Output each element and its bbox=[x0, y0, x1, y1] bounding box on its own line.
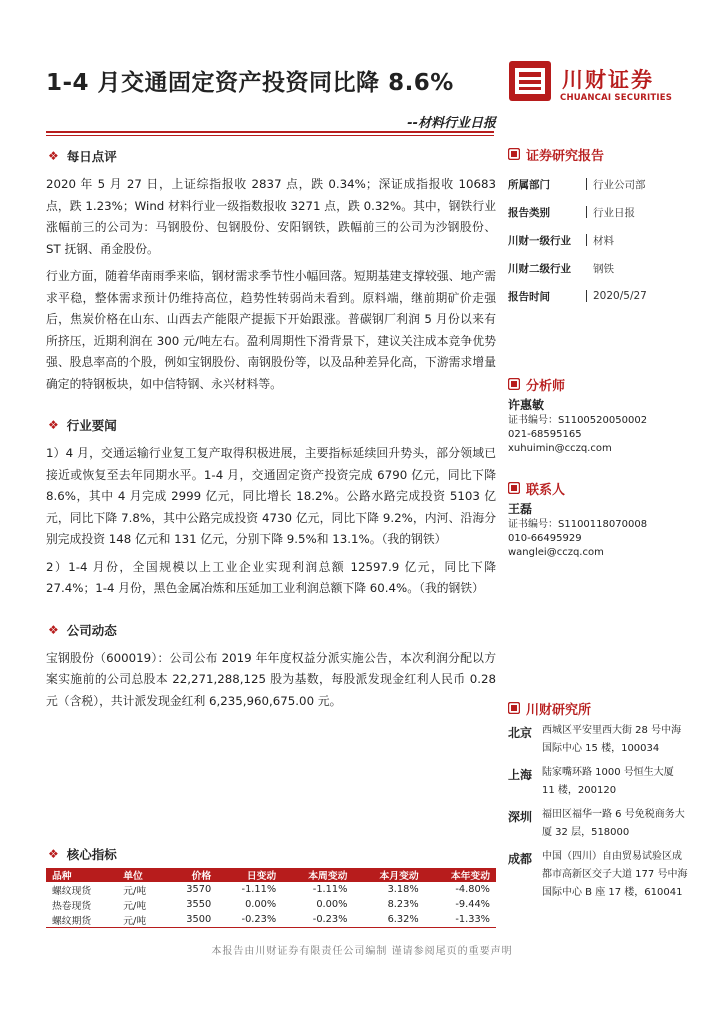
info-row-industry-1: 川财一级行业 材料 bbox=[508, 234, 614, 247]
table-cell: -1.11% bbox=[312, 884, 348, 895]
contact-email[interactable]: wanglei@cczq.com bbox=[508, 547, 604, 558]
institute-heading: 川财研究所 bbox=[508, 698, 688, 718]
contact-cert: 证书编号：S1100118070008 bbox=[508, 519, 648, 530]
diamond-bullet-icon: ❖ bbox=[48, 149, 59, 163]
table-cell: 3500 bbox=[166, 912, 217, 928]
news-paragraph-1: 1）4 月，交通运输行业复工复产取得积极进展，主要指标延续回升势头，部分领域已接近或恢复至去年同期水平。1-4 月，交通固定资产投资完成 6790 亿元，同比下降 8.6%，其中 4 月完成 2999 亿元，同比增长 18.2%。公路水路完成投资 5103 亿元，同比下降 7.8%，其中公路完成投资 4730 亿元，同比下降 9.2%，内河、沿海分别完成投资 148 亿元和 131 亿元，分别下降 9.5%和 13.1%。（我的钢铁） bbox=[46, 446, 496, 546]
office-shanghai: 上海 陆家嘴环路 1000 号恒生大厦 11 楼，200120 bbox=[508, 767, 674, 796]
table-header-cell: 本年变动 bbox=[425, 868, 496, 882]
sidebar bbox=[508, 144, 688, 560]
news-paragraph-2: 2）1-4 月份，全国规模以上工业企业实现利润总额 12597.9 亿元，同比下降 27.4%；1-4 月份，黑色金属冶炼和压延加工业利润总额下降 60.4%。（我的钢铁） bbox=[46, 559, 496, 595]
section-news-heading: ❖ 行业要闻 bbox=[48, 418, 117, 433]
table-header-cell: 单位 bbox=[117, 868, 166, 882]
table-cell: 0.00% bbox=[245, 899, 277, 910]
diamond-bullet-icon: ❖ bbox=[48, 418, 59, 432]
table-cell: 6.32% bbox=[353, 912, 424, 928]
section-daily-heading: ❖ 每日点评 bbox=[48, 149, 117, 164]
daily-paragraph-2: 行业方面，随着华南雨季来临，钢材需求季节性小幅回落。短期基建支撑较强、地产需求平稳，整体需求预计仍维持高位，趋势性转弱尚未看到。原料端，继前期矿价走强后，焦炭价格在山东、山西去产能限产提振下开始跟涨。普碳钢厂利润 5 月份以来有所挤压，近期利润在 300 元/吨左右。盈利周期性下滑背景下，建议关注成本竞争优势强、股息率高的个股，例如宝钢股份、南钢股份等，以及品种差异化高，下游需求增量确定的特钢板块，如中信特钢、永兴材料等。 bbox=[46, 269, 496, 391]
info-row-department: 所属部门 行业公司部 bbox=[508, 178, 646, 191]
table-cell: 3550 bbox=[186, 899, 212, 910]
analyst-email[interactable]: xuhuimin@cczq.com bbox=[508, 443, 612, 454]
contact-name: 王磊 bbox=[508, 502, 533, 516]
page-footer: 本报告由川财证券有限责任公司编制 谨请参阅尾页的重要声明 bbox=[211, 946, 513, 957]
table-cell: -4.80% bbox=[455, 884, 490, 895]
section-company-heading: ❖ 公司动态 bbox=[48, 622, 117, 638]
contact-phone: 010-66495929 bbox=[508, 533, 582, 544]
office-beijing: 北京 西城区平安里西大街 28 号中海国际中心 15 楼，100034 bbox=[508, 725, 682, 754]
brand-name-en: CHUANCAI SECURITIES bbox=[560, 93, 673, 103]
table-cell: -9.44% bbox=[455, 899, 490, 910]
table-cell: 元/吨 bbox=[123, 885, 147, 897]
table-header-cell: 价格 bbox=[166, 868, 217, 882]
analyst-heading: 分析师 bbox=[508, 374, 688, 394]
table-header-cell: 本月变动 bbox=[353, 868, 424, 882]
analyst-phone: 021-68595165 bbox=[508, 429, 582, 440]
table-cell: 3.18% bbox=[387, 884, 419, 895]
table-cell: -0.23% bbox=[217, 912, 282, 928]
info-row-date: 报告时间 2020/5/27 bbox=[508, 290, 647, 303]
table-row bbox=[46, 897, 496, 912]
table-cell: 热卷现货 bbox=[52, 900, 92, 912]
analyst-name: 许惠敏 bbox=[508, 398, 545, 412]
section-marker-icon bbox=[508, 482, 520, 494]
table-header-row bbox=[46, 868, 496, 882]
report-subtitle: --材料行业日报 bbox=[407, 116, 496, 131]
institute-block bbox=[508, 698, 688, 908]
company-paragraph-1: 宝钢股份（600019）：公司公布 2019 年年度权益分派实施公告，本次利润分配以方案实施前的公司总股本 22,271,288,125 股为基数，每股派发现金红利人民币 0.28 元（含税），共计派发现金红利 6,235,960,675.00 元。 bbox=[46, 650, 496, 708]
brand-name: 川财证券 bbox=[562, 68, 654, 92]
table-cell: -1.33% bbox=[425, 912, 496, 928]
info-row-industry-2: 川财二级行业 钢铁 bbox=[508, 262, 614, 275]
table-header-cell: 日变动 bbox=[217, 868, 282, 882]
section-marker-icon bbox=[508, 148, 520, 160]
office-chengdu: 成都 中国（四川）自由贸易试验区成都市高新区交子大道 177 号中海国际中心 B 座 17 楼，610041 bbox=[508, 851, 688, 898]
office-shenzhen: 深圳 福田区福华一路 6 号免税商务大厦 32 层，518000 bbox=[508, 809, 685, 838]
diamond-bullet-icon: ❖ bbox=[48, 622, 59, 637]
section-marker-icon bbox=[508, 378, 520, 390]
table-row bbox=[46, 882, 496, 897]
brand-logo-icon bbox=[508, 60, 552, 102]
diamond-bullet-icon: ❖ bbox=[48, 847, 59, 861]
table-cell: 元/吨 bbox=[123, 900, 147, 912]
main-content bbox=[46, 144, 496, 716]
table-header-cell: 品种 bbox=[46, 868, 117, 882]
table-cell: 8.23% bbox=[387, 899, 419, 910]
report-info-heading: 证券研究报告 bbox=[508, 144, 688, 164]
analyst-cert: 证书编号：S1100520050002 bbox=[508, 415, 648, 426]
header-rule bbox=[46, 131, 494, 133]
table-cell: 螺纹期货 bbox=[46, 912, 117, 928]
table-cell: 元/吨 bbox=[117, 912, 166, 928]
table-cell: 螺纹现货 bbox=[52, 885, 92, 897]
daily-paragraph-1: 2020 年 5 月 27 日，上证综指报收 2837 点，跌 0.34%；深证成指报收 10683 点，跌 1.23%；Wind 材料行业一级指数报收 3271 点，跌 0.32%。其中，钢铁行业涨幅前三的公司为：马钢股份、包钢股份、安阳钢铁，跌幅前三的公司为沙钢股份、ST 抚钢、甬金股份。 bbox=[46, 177, 496, 256]
report-title: 1-4 月交通固定资产投资同比降 8.6% bbox=[46, 70, 454, 96]
indicators-table bbox=[46, 868, 496, 928]
table-cell: 0.00% bbox=[316, 899, 348, 910]
header-rule-thin bbox=[46, 135, 494, 136]
section-indicators bbox=[46, 842, 496, 866]
info-row-category: 报告类别 行业日报 bbox=[508, 206, 635, 219]
table-row bbox=[46, 912, 496, 928]
table-cell: 3570 bbox=[186, 884, 212, 895]
table-header-cell: 本周变动 bbox=[282, 868, 353, 882]
contact-heading: 联系人 bbox=[508, 478, 688, 498]
contact-card bbox=[508, 500, 688, 560]
analyst-card bbox=[508, 396, 688, 456]
table-cell: -1.11% bbox=[241, 884, 277, 895]
section-indicators-heading: ❖ 核心指标 bbox=[48, 847, 117, 862]
table-cell: -0.23% bbox=[282, 912, 353, 928]
section-marker-icon bbox=[508, 702, 520, 714]
